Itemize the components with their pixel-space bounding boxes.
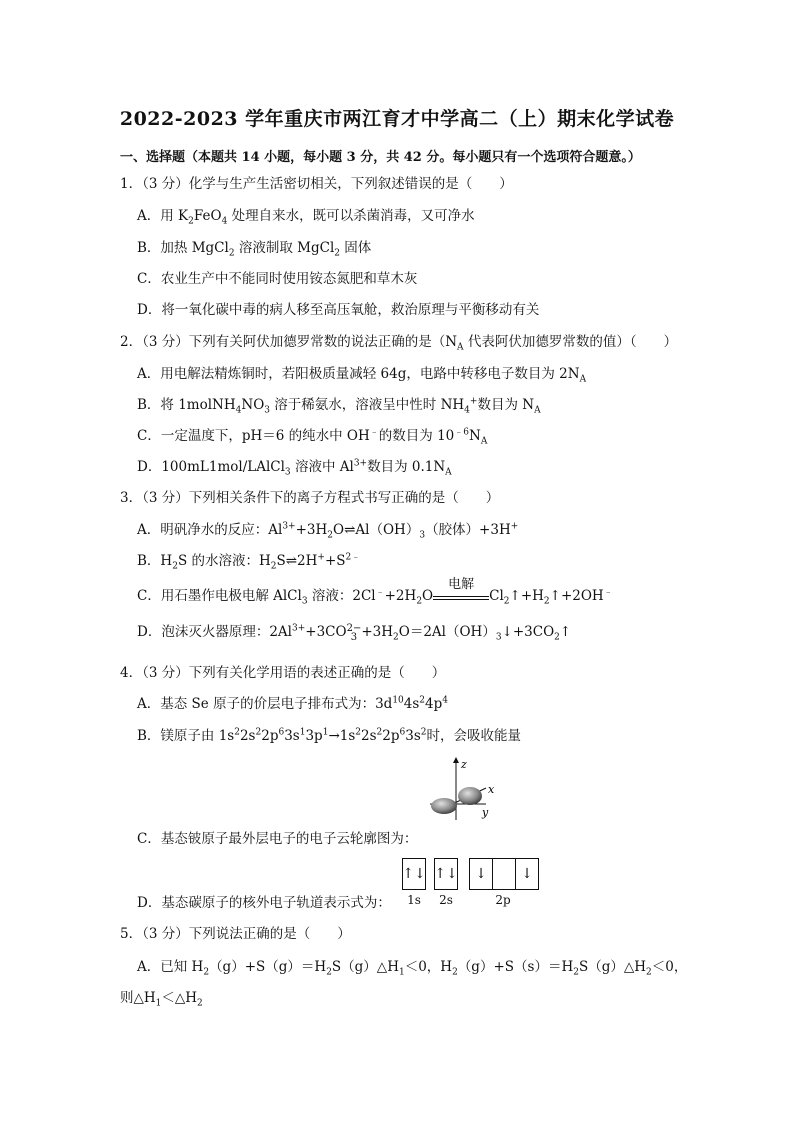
cell-2p-2 <box>493 859 516 889</box>
cell-2p-3: ↓ <box>521 866 533 882</box>
question-1-option-d: D．将一氧化碳中毒的病人移至高压氧舱，救治原理与平衡移动有关 <box>137 302 540 318</box>
orbital-box-1s <box>402 858 426 890</box>
question-1-stem: 1．（3 分）化学与生产生活密切相关，下列叙述错误的是（ ） <box>120 176 513 192</box>
question-5-option-a-cont: 则$\triangle H_1<\triangle H_2$ <box>120 990 203 1009</box>
question-1-option-b: B．加热 MgCl$_2$ 溶液制取 MgCl$_2$ 固体 <box>137 240 372 259</box>
lobe-left <box>431 798 457 814</box>
question-4-option-c: C．基态铍原子最外层电子的电子云轮廓图为： <box>137 831 418 847</box>
question-4-option-d: D．基态碳原子的核外电子轨道表示式为： <box>137 895 391 911</box>
question-5-option-a: A．已知 $H_2(g)+S(g)=H_2S(g)\triangle H_1<0$，$H_2(g)+S(s)=H_2S(g)\triangle H_2<0$， <box>137 959 688 978</box>
orbital-box-2s <box>434 858 458 890</box>
cell-2p-1: ↓ <box>470 859 493 889</box>
question-2-option-a: A．用电解法精炼铜时，若阳极质量减轻 64g，电路中转移电子数目为 $2N_A$ <box>137 366 587 385</box>
question-4-option-b: B．镁原子由 $1s^22s^22p^63s^13p^1\to 1s^22s^22p^63s^2$时，会吸收能量 <box>137 727 522 744</box>
electron-cloud-figure <box>426 756 506 828</box>
carbonate-charge: 2− 3 <box>346 622 362 643</box>
label-2p: 2p <box>495 893 511 907</box>
question-2-stem: 2．（3 分）下列有关阿伏加德罗常数的说法正确的是（$N_A$ 代表阿伏加德罗常数的值）（ ） <box>120 334 678 353</box>
electron-cloud-svg <box>426 756 506 828</box>
question-5-stem: 5．（3 分）下列说法正确的是（ ） <box>120 926 351 942</box>
question-3-option-d: D．泡沫灭火器原理：$2Al^{3+}+3CO2-$ $3 +3H_2O=2Al(OH)_3↓+3CO_2↑$ <box>137 622 572 643</box>
question-4-stem: 4．（3 分）下列有关化学用语的表述正确的是（ ） <box>120 665 446 681</box>
cell-1s: ↑↓ <box>402 866 426 882</box>
question-1-option-a: A．用 $K_2FeO_4$ 处理自来水，既可以杀菌消毒，又可净水 <box>137 208 475 227</box>
question-2-option-c: C．一定温度下，pH＝6 的纯水中 OH﹣的数目为 $10^{﹣6}N_A$ <box>137 427 488 447</box>
question-4-option-a: A．基态 Se 原子的价层电子排布式为：$3d^{10}4s^24p^4$ <box>137 695 448 712</box>
axis-z-label: z <box>461 758 467 771</box>
question-3-option-c: C．用石墨作电极电解 AlCl$_3$ 溶液：$2Cl^﹣+2H_2O$ 电解 $Cl_2↑+H_2↑+2OH^﹣$ <box>137 577 613 607</box>
question-3-option-b: B．$H_2S$ 的水溶液：$H_2S\rightleftharpoons 2H^++S^{2﹣}$ <box>137 552 361 572</box>
axis-x-label: x <box>488 783 495 796</box>
question-3-stem: 3．（3 分）下列相关条件下的离子方程式书写正确的是（ ） <box>120 490 500 506</box>
page-title: 2022-2023 学年重庆市两江育才中学高二（上）期末化学试卷 <box>119 108 675 130</box>
question-1-option-c: C．农业生产中不能同时使用铵态氮肥和草木灰 <box>137 271 418 287</box>
orbital-box-2p <box>469 858 539 890</box>
electrolysis-equals-sign: 电解 <box>433 589 489 600</box>
lobe-right <box>458 787 482 805</box>
section-heading: 一、选择题（本题共 14 小题，每小题 3 分，共 42 分。每小题只有一个选项符合题意。） <box>120 150 641 165</box>
label-2s: 2s <box>439 893 453 907</box>
label-1s: 1s <box>407 893 421 907</box>
question-2-option-d: D．100mL1mol/LAlCl$_3$ 溶液中 $Al^{3+}$数目为 $0.1N_A$ <box>137 458 452 478</box>
axis-y-label: y <box>482 806 489 819</box>
cell-2s: ↑↓ <box>434 866 458 882</box>
question-2-option-b: B．将 $1molNH_4NO_3$ 溶于稀氨水，溶液呈中性时 $NH_4^+$数目为 $N_A$ <box>137 396 541 416</box>
question-3-option-a: A．明矾净水的反应：$Al^{3+}+3H_2O\rightleftharpoons Al(OH)_3$（胶体）+3H+ <box>137 521 519 541</box>
